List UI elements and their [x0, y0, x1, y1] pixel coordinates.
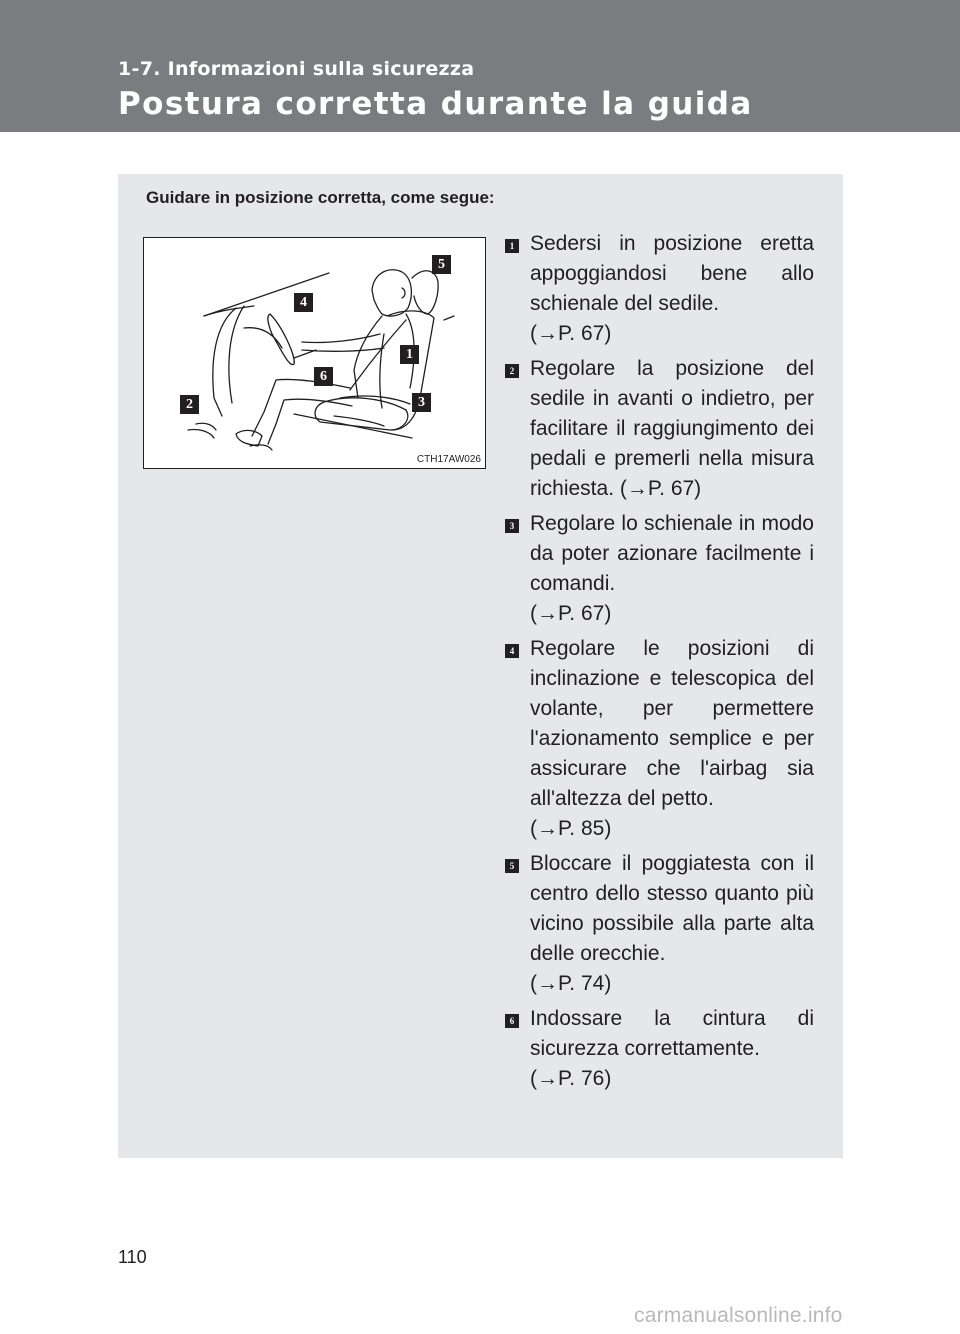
page-reference: (→P. 67): [530, 602, 612, 625]
watermark: carmanualsonline.info: [634, 1304, 843, 1327]
step-number-badge: 4: [505, 644, 519, 658]
figure-code: CTH17AW026: [416, 454, 481, 465]
step-text: Regolare le posizioni di inclinazione e telescopica del volante, per permettere l'azionamento semplice e per assicurare che l'airbag sia all'altezza del petto.: [530, 637, 814, 810]
step-number-badge: 5: [505, 859, 519, 873]
page-reference: (→P. 76): [530, 1067, 612, 1090]
page-number: 110: [118, 1247, 147, 1267]
callout-5: 5: [432, 255, 451, 274]
page-header: [0, 0, 960, 132]
callout-1: 1: [400, 345, 419, 364]
callout-2: 2: [180, 395, 199, 414]
callout-4: 4: [294, 293, 313, 312]
page-title: Postura corretta durante la guida: [118, 86, 753, 122]
page-reference: (→P. 85): [530, 817, 612, 840]
page-reference: (→P. 74): [530, 972, 612, 995]
list-item: [504, 1004, 814, 1094]
list-item: [504, 849, 814, 999]
step-number-badge: 1: [505, 239, 519, 253]
driving-posture-illustration: [143, 237, 486, 469]
list-item: [504, 509, 814, 629]
list-item: [504, 634, 814, 844]
step-number-badge: 2: [505, 364, 519, 378]
page-reference: (→P. 67): [530, 322, 612, 345]
intro-text: Guidare in posizione corretta, come segue:: [146, 188, 495, 207]
step-text: Bloccare il poggiatesta con il centro dello stesso quanto più vicino possibile alla parte alta delle orecchie.: [530, 852, 814, 965]
step-text: Sedersi in posizione eretta appoggiandosi bene allo schienale del sedile.: [530, 232, 814, 315]
posture-steps-list: [504, 229, 814, 1099]
callout-3: 3: [412, 393, 431, 412]
step-text: Regolare la posizione del sedile in avanti o indietro, per facilitare il raggiungimento dei pedali e premerli nella misura richiesta. (→P. 67): [530, 357, 814, 500]
callout-6: 6: [314, 367, 333, 386]
list-item: [504, 229, 814, 349]
step-text: Regolare lo schienale in modo da poter azionare facilmente i comandi.: [530, 512, 814, 595]
step-text: Indossare la cintura di sicurezza correttamente.: [530, 1007, 814, 1060]
section-label: 1-7. Informazioni sulla sicurezza: [118, 58, 475, 80]
step-number-badge: 6: [505, 1014, 519, 1028]
step-number-badge: 3: [505, 519, 519, 533]
list-item: [504, 354, 814, 504]
